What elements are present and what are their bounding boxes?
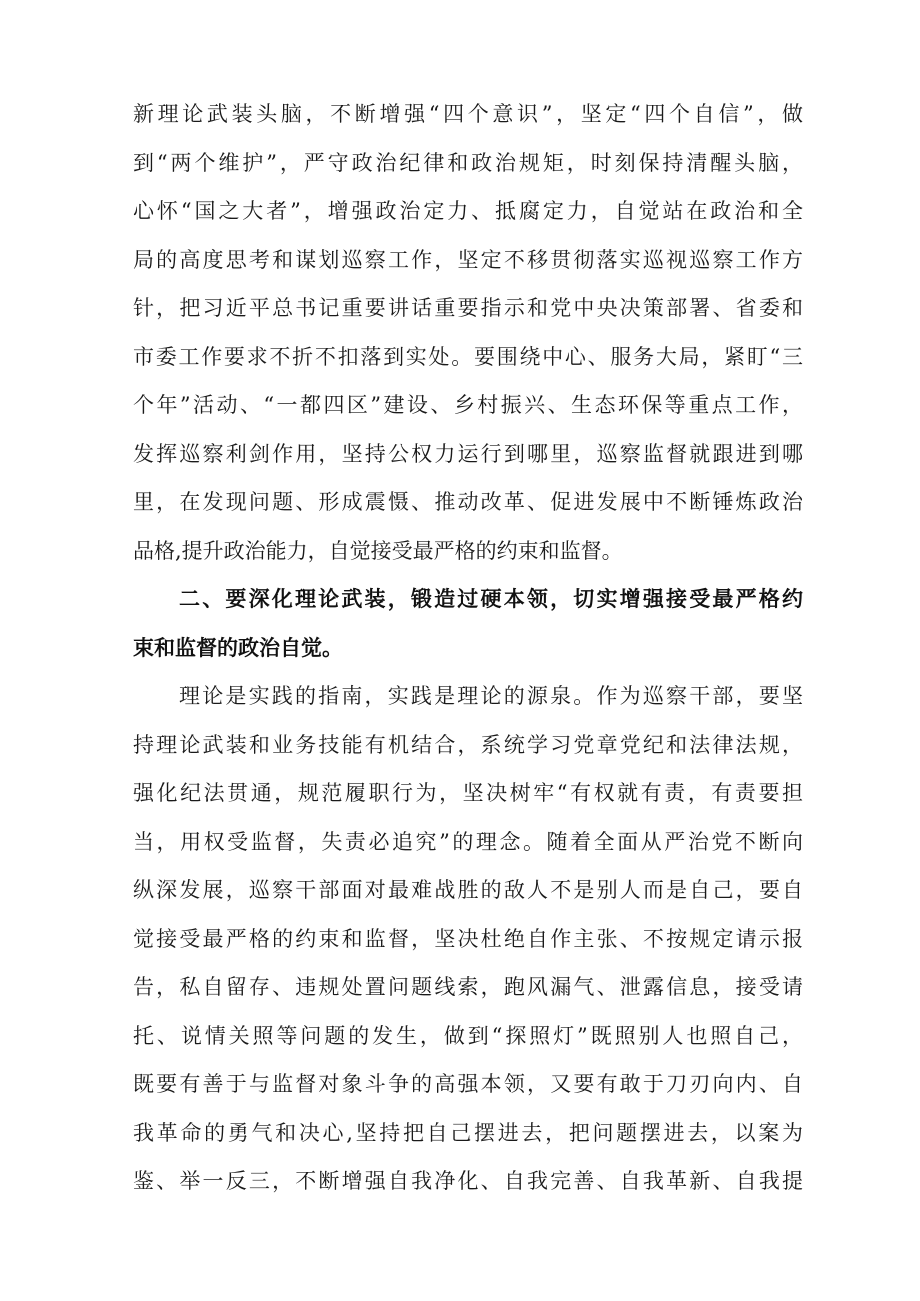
heading-line: 束和监督的政治自觉。 [133, 635, 343, 660]
heading-line: 二、要深化理论武装，锻造过硬本领，切实增强接受最严格约 [179, 587, 803, 611]
text-line: 觉接受最严格的约束和监督，坚决杜绝自作主张、不按规定请示报 [133, 926, 803, 951]
text-line: 强化纪法贯通，规范履职行为，坚决树牢“有权就有责，有责要担 [133, 781, 803, 805]
text-line: 局的高度思考和谋划巡察工作，坚定不移贯彻落实巡视巡察工作方 [133, 247, 803, 272]
text-line: 心怀“国之大者”，增强政治定力、抵腐定力，自觉站在政治和全 [133, 199, 803, 223]
text-line: 鉴、举一反三，不断增强自我净化、自我完善、自我革新、自我提 [133, 1169, 803, 1193]
text-line: 个年”活动、“一都四区”建设、乡村振兴、生态环保等重点工作， [133, 393, 803, 417]
text-line: 理论是实践的指南，实践是理论的源泉。作为巡察干部，要坚 [179, 684, 803, 708]
text-line: 市委工作要求不折不扣落到实处。要围绕中心、服务大局，紧盯“三 [133, 344, 803, 369]
text-line: 品格,提升政治能力，自觉接受最严格的约束和监督。 [133, 538, 623, 563]
text-line: 里，在发现问题、形成震慑、推动改革、促进发展中不断锤炼政治 [133, 490, 803, 514]
text-line: 告，私自留存、违规处置问题线索，跑风漏气、泄露信息，接受请 [133, 975, 803, 999]
text-line: 到“两个维护”，严守政治纪律和政治规矩，时刻保持清醒头脑， [133, 150, 803, 175]
text-line: 持理论武装和业务技能有机结合，系统学习党章党纪和法律法规， [133, 732, 803, 757]
document-body [133, 90, 803, 1206]
text-line: 我革命的勇气和决心,坚持把自己摆进去，把问题摆进去，以案为 [133, 1120, 803, 1145]
paragraph-continued [133, 90, 803, 575]
text-line: 当，用权受监督，失责必追究”的理念。随着全面从严治党不断向 [133, 829, 803, 854]
text-line: 新理论武装头脑，不断增强“四个意识”，坚定“四个自信”，做 [133, 102, 803, 126]
paragraph [133, 672, 803, 1206]
text-line: 针，把习近平总书记重要讲话重要指示和党中央决策部署、省委和 [133, 296, 803, 320]
text-line: 既要有善于与监督对象斗争的高强本领，又要有敢于刀刃向内、自 [133, 1072, 803, 1096]
text-line: 发挥巡察利剑作用，坚持公权力运行到哪里，巡察监督就跟进到哪 [133, 441, 803, 466]
text-line: 纵深发展，巡察干部面对最难战胜的敌人不是别人而是自己，要自 [133, 878, 803, 902]
section-heading [133, 575, 803, 672]
text-line: 托、说情关照等问题的发生，做到“探照灯”既照别人也照自己， [133, 1023, 803, 1048]
